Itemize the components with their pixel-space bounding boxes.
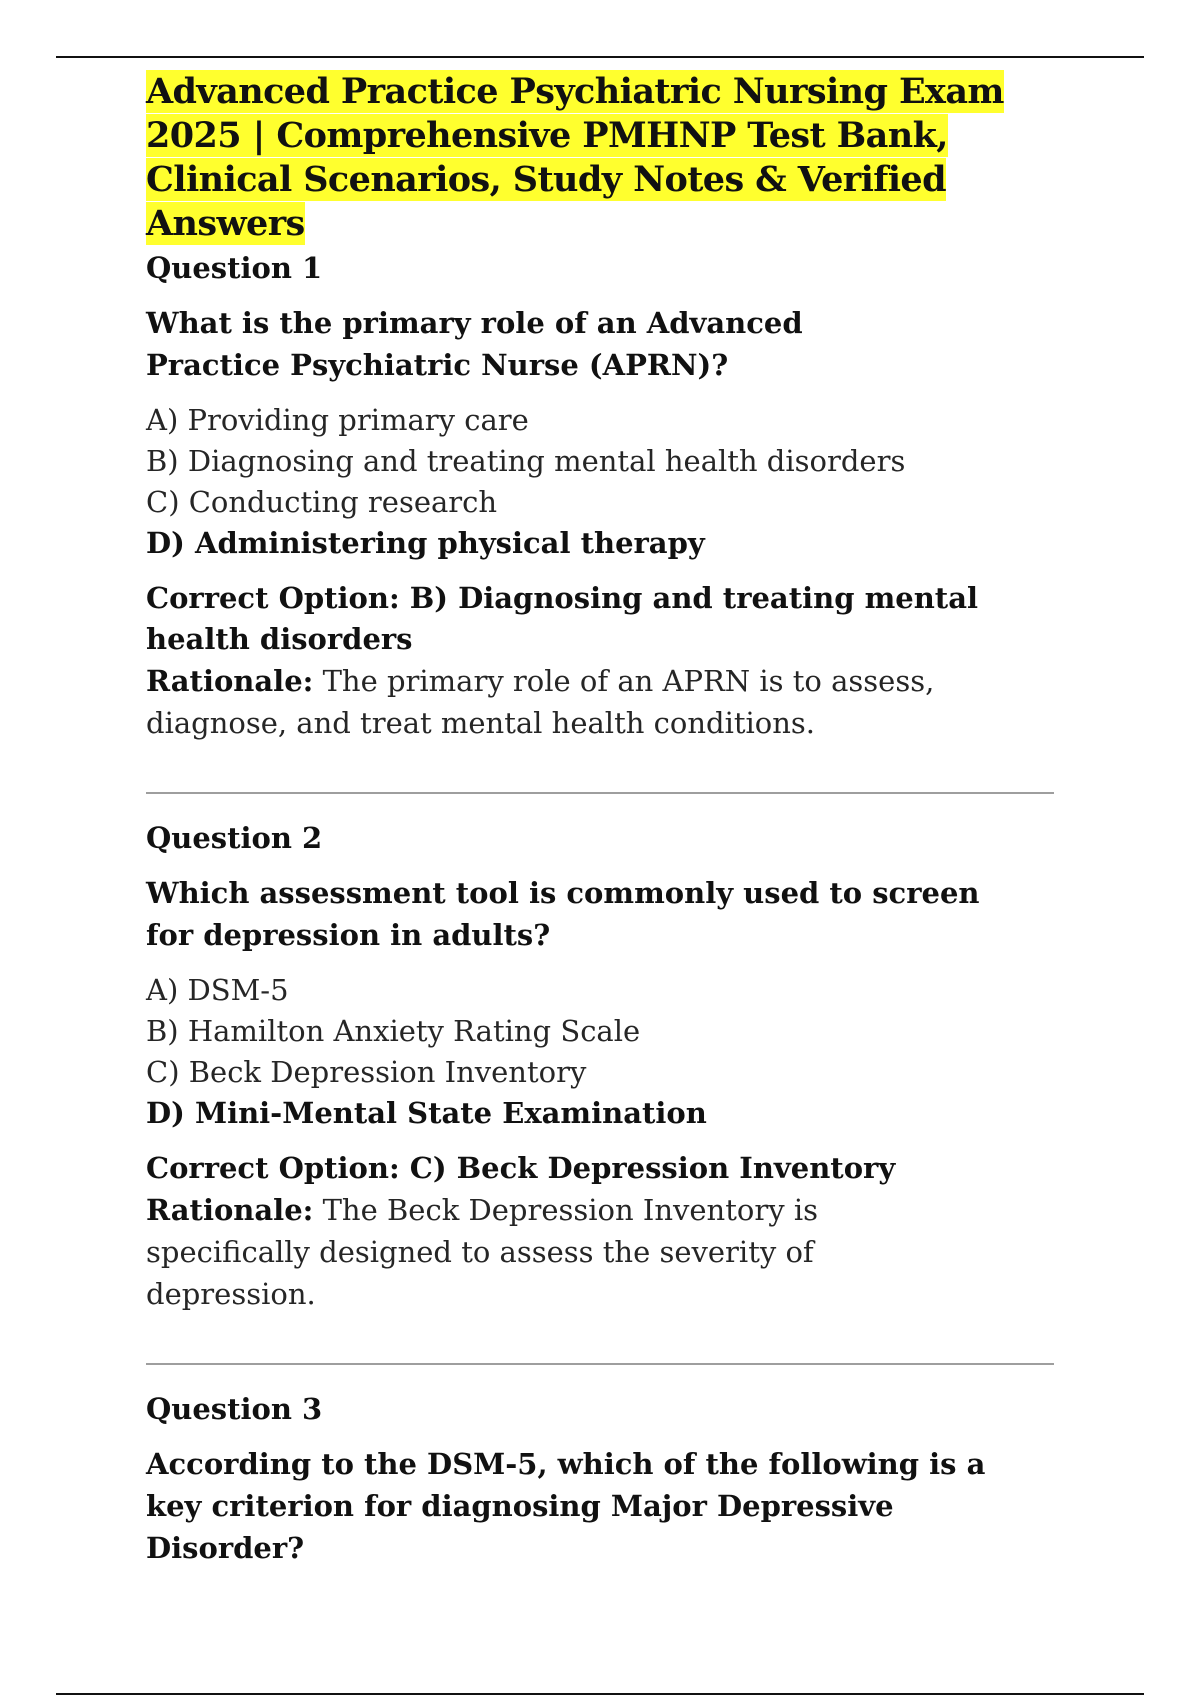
option-b: B) Hamilton Anxiety Rating Scale (146, 1014, 641, 1048)
question-text: What is the primary role of an Advanced Practice Psychiatric Nurse (APRN)? (146, 306, 803, 382)
option-c: C) Conducting research (146, 485, 498, 519)
rationale (146, 660, 1046, 744)
rationale-text: The Beck Depression Inventory is specifically designed to assess the severity of depression. (146, 1193, 818, 1311)
correct-option: Correct Option: B) Diagnosing and treating mental health disorders (146, 581, 979, 656)
question-block-2 (146, 820, 1060, 1315)
option-b: B) Diagnosing and treating mental health disorders (146, 444, 906, 478)
question-block-1 (146, 250, 1060, 744)
question-text: According to the DSM-5, which of the following is a key criterion for diagnosing Major Depressive Disorder? (146, 1447, 986, 1565)
section-divider (146, 792, 1054, 794)
page-top-rule (56, 56, 1144, 58)
option-a: A) DSM-5 (146, 973, 289, 1007)
title-highlight: Advanced Practice Psychiatric Nursing Exam 2025 | Comprehensive PMHNP Test Bank, Clinical Scenarios, Study Notes & Verified Answers (146, 71, 1004, 244)
question-block-3 (146, 1391, 1060, 1569)
options-list (146, 970, 1060, 1134)
correct-option: Correct Option: C) Beck Depression Inventory (146, 1151, 896, 1185)
question-number: Question 2 (146, 821, 323, 855)
option-c: C) Beck Depression Inventory (146, 1055, 587, 1089)
rationale (146, 1189, 966, 1315)
document-title (146, 70, 1060, 246)
option-d: D) Mini-Mental State Examination (146, 1096, 707, 1130)
rationale-label: Rationale: (146, 664, 314, 698)
options-list (146, 400, 1060, 564)
option-a: A) Providing primary care (146, 403, 529, 437)
rationale-text: The primary role of an APRN is to assess, diagnose, and treat mental health conditions. (146, 664, 935, 740)
section-divider (146, 1363, 1054, 1365)
page-bottom-rule (56, 1693, 1144, 1695)
question-number: Question 3 (146, 1392, 323, 1426)
question-text: Which assessment tool is commonly used to screen for depression in adults? (146, 876, 980, 952)
option-d: D) Administering physical therapy (146, 526, 705, 560)
document-body (146, 70, 1060, 1569)
question-number: Question 1 (146, 251, 323, 285)
rationale-label: Rationale: (146, 1193, 314, 1227)
